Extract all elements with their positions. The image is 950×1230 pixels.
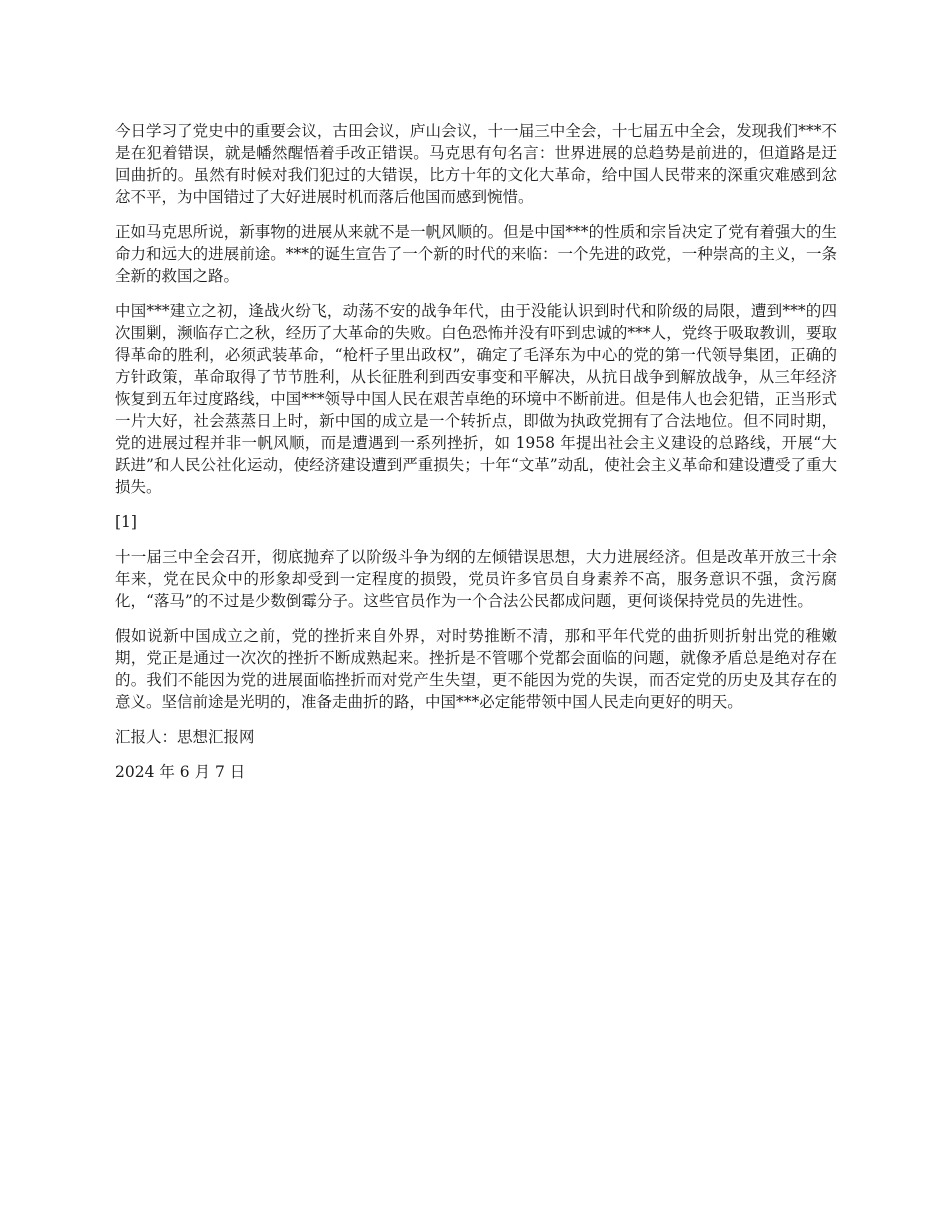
paragraph-1: 今日学习了党史中的重要会议，古田会议，庐山会议，十一届三中全会，十七届五中全会，发现我们***不是在犯着错误，就是幡然醒悟着手改正错误。马克思有句名言：世界进展的总趋势是前进的，但道路是迂回曲折的。虽然有时候对我们犯过的大错误，比方十年的文化大革命，给中国人民带来的深重灾难感到忿忿不平，为中国错过了大好进展时机而落后他国而感到惋惜。 [115,122,837,206]
paragraph-2: 正如马克思所说，新事物的进展从来就不是一帆风顺的。但是中国***的性质和宗旨决定了党有着强大的生命力和远大的进展前途。***的诞生宣告了一个新的时代的来临：一个先进的政党，一种崇高的主义，一条全新的救国之路。 [115,223,837,285]
paragraph-5: 假如说新中国成立之前，党的挫折来自外界，对时势推断不清，那和平年代党的曲折则折射出党的稚嫩期，党正是通过一次次的挫折不断成熟起来。挫折是不管哪个党都会面临的问题，就像矛盾总是绝对存在的。我们不能因为党的进展面临挫折而对党产生失望，更不能因为党的失误，而否定党的历史及其存在的意义。坚信前途是光明的，准备走曲折的路，中国***必定能带领中国人民走向更好的明天。 [115,627,837,711]
paragraph-3: 中国***建立之初，逢战火纷飞，动荡不安的战争年代，由于没能认识到时代和阶级的局限，遭到***的四次围剿，濒临存亡之秋，经历了大革命的失败。白色恐怖并没有吓到忠诚的***人，党终于吸取教训，要取得革命的胜利，必须武装革命，“枪杆子里出政权”，确定了毛泽东为中心的党的第一代领导集团，正确的方针政策，革命取得了节节胜利，从长征胜利到西安事变和平解决，从抗日战争到解放战争，从三年经济恢复到五年过度路线，中国***领导中国人民在艰苦卓绝的环境中不断前进。但是伟人也会犯错，正当形式一片大好，社会蒸蒸日上时，新中国的成立是一个转折点，即做为执政党拥有了合法地位。但不同时期，党的进展过程并非一帆风顺，而是遭遇到一系列挫折，如 1958 年提出社会主义建设的总路线，开展“大跃进”和人民公社化运动，使经济建设遭到严重损失；十年“文革”动乱，使社会主义革命和建设遭受了重大损失。 [115,302,837,496]
footnote-marker: [1] [115,513,137,531]
date-line: 2024 年 6 月 7 日 [115,763,246,781]
document-body [115,120,837,796]
paragraph-4: 十一届三中全会召开，彻底抛弃了以阶级斗争为纲的左倾错误思想，大力进展经济。但是改革开放三十余年来，党在民众中的形象却受到一定程度的损毁，党员许多官员自身素养不高，服务意识不强，贪污腐化，“落马”的不过是少数倒霉分子。这些官员作为一个合法公民都成问题，更何谈保持党员的先进性。 [115,548,837,610]
reporter-line: 汇报人：思想汇报网 [115,728,255,746]
